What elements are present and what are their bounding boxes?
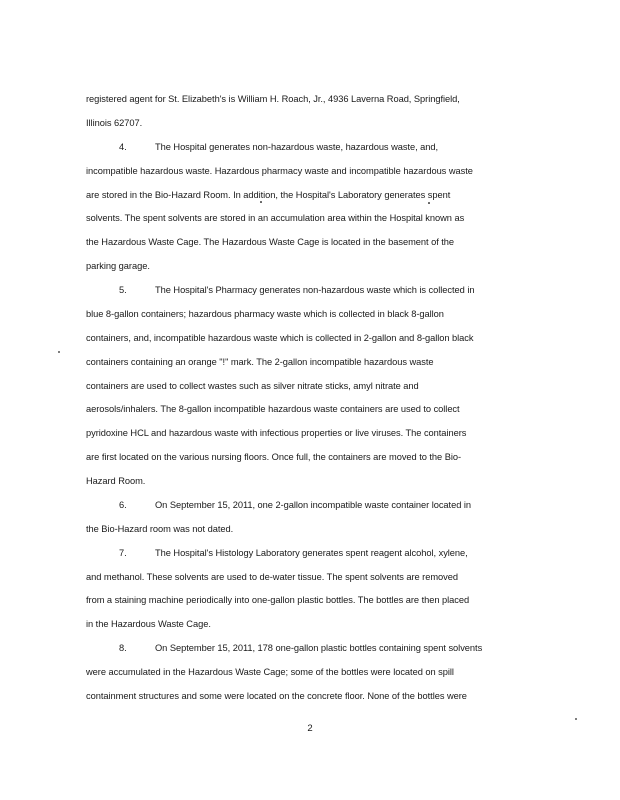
- line-text: solvents. The spent solvents are stored in an accumulation area within the Hospital known as: [86, 213, 465, 223]
- document-line: [86, 690, 467, 702]
- line-text: were accumulated in the Hazardous Waste Cage; some of the bottles were located on spill: [86, 667, 454, 677]
- document-line: [86, 260, 150, 272]
- document-line: [86, 618, 211, 630]
- paragraph-number: 5.: [119, 285, 127, 295]
- line-text: pyridoxine HCL and hazardous waste with infectious properties or live viruses. The containers: [86, 428, 467, 438]
- line-text: Illinois 62707.: [86, 118, 143, 128]
- document-line: [119, 547, 468, 559]
- line-text: the Hazardous Waste Cage. The Hazardous Waste Cage is located in the basement of the: [86, 237, 455, 247]
- line-text: blue 8-gallon containers; hazardous pharmacy waste which is collected in black 8-gallon: [86, 309, 444, 319]
- document-line: [86, 403, 460, 415]
- scan-speck: [575, 718, 577, 720]
- document-line: [86, 332, 474, 344]
- line-text: The Hospital's Pharmacy generates non-hazardous waste which is collected in: [155, 285, 475, 295]
- document-line: [86, 93, 460, 105]
- line-text: On September 15, 2011, one 2-gallon incompatible waste container located in: [155, 500, 471, 510]
- document-line: [86, 571, 458, 583]
- document-line: [119, 141, 438, 153]
- scan-speck: [260, 201, 262, 203]
- document-line: [86, 165, 473, 177]
- document-line: [119, 284, 474, 296]
- paragraph-number: 7.: [119, 548, 127, 558]
- line-text: registered agent for St. Elizabeth's is William H. Roach, Jr., 4936 Laverna Road, Springfield,: [86, 94, 460, 104]
- document-line: [119, 499, 471, 511]
- document-line: [86, 594, 469, 606]
- document-line: [86, 117, 142, 129]
- line-text: The Hospital's Histology Laboratory generates spent reagent alcohol, xylene,: [155, 548, 468, 558]
- document-line: [86, 236, 454, 248]
- document-line: [86, 380, 419, 392]
- line-text: aerosols/inhalers. The 8-gallon incompatible hazardous waste containers are used to collect: [86, 404, 460, 414]
- document-line: [86, 212, 464, 224]
- line-text: containers, and, incompatible hazardous waste which is collected in 2-gallon and 8-gallon black: [86, 333, 474, 343]
- scan-speck: [58, 351, 60, 353]
- document-line: [86, 666, 454, 678]
- line-text: containment structures and some were located on the concrete floor. None of the bottles were: [86, 691, 467, 701]
- line-text: On September 15, 2011, 178 one-gallon plastic bottles containing spent solvents: [155, 643, 483, 653]
- document-line: [86, 356, 434, 368]
- line-text: incompatible hazardous waste. Hazardous pharmacy waste and incompatible hazardous waste: [86, 166, 473, 176]
- document-line: [119, 642, 482, 654]
- line-text: and methanol. These solvents are used to de-water tissue. The spent solvents are removed: [86, 572, 458, 582]
- line-text: in the Hazardous Waste Cage.: [86, 619, 211, 629]
- document-line: [86, 475, 145, 487]
- paragraph-number: 8.: [119, 643, 127, 653]
- line-text: parking garage.: [86, 261, 150, 271]
- document-line: [86, 451, 461, 463]
- document-line: [86, 427, 466, 439]
- line-text: The Hospital generates non-hazardous waste, hazardous waste, and,: [155, 142, 439, 152]
- page-number: 2: [307, 723, 313, 734]
- paragraph-number: 6.: [119, 500, 127, 510]
- document-line: [86, 189, 450, 201]
- scan-speck: [428, 202, 430, 204]
- line-text: containers containing an orange "!" mark. The 2-gallon incompatible hazardous waste: [86, 357, 434, 367]
- line-text: Hazard Room.: [86, 476, 146, 486]
- document-line: [86, 308, 444, 320]
- document-line: [86, 523, 233, 535]
- line-text: from a staining machine periodically into one-gallon plastic bottles. The bottles are then placed: [86, 595, 470, 605]
- line-text: are stored in the Bio-Hazard Room. In addition, the Hospital's Laboratory generates spent: [86, 190, 451, 200]
- line-text: the Bio-Hazard room was not dated.: [86, 524, 234, 534]
- line-text: containers are used to collect wastes such as silver nitrate sticks, amyl nitrate and: [86, 381, 419, 391]
- line-text: are first located on the various nursing floors. Once full, the containers are moved to the Bio-: [86, 452, 462, 462]
- paragraph-number: 4.: [119, 142, 127, 152]
